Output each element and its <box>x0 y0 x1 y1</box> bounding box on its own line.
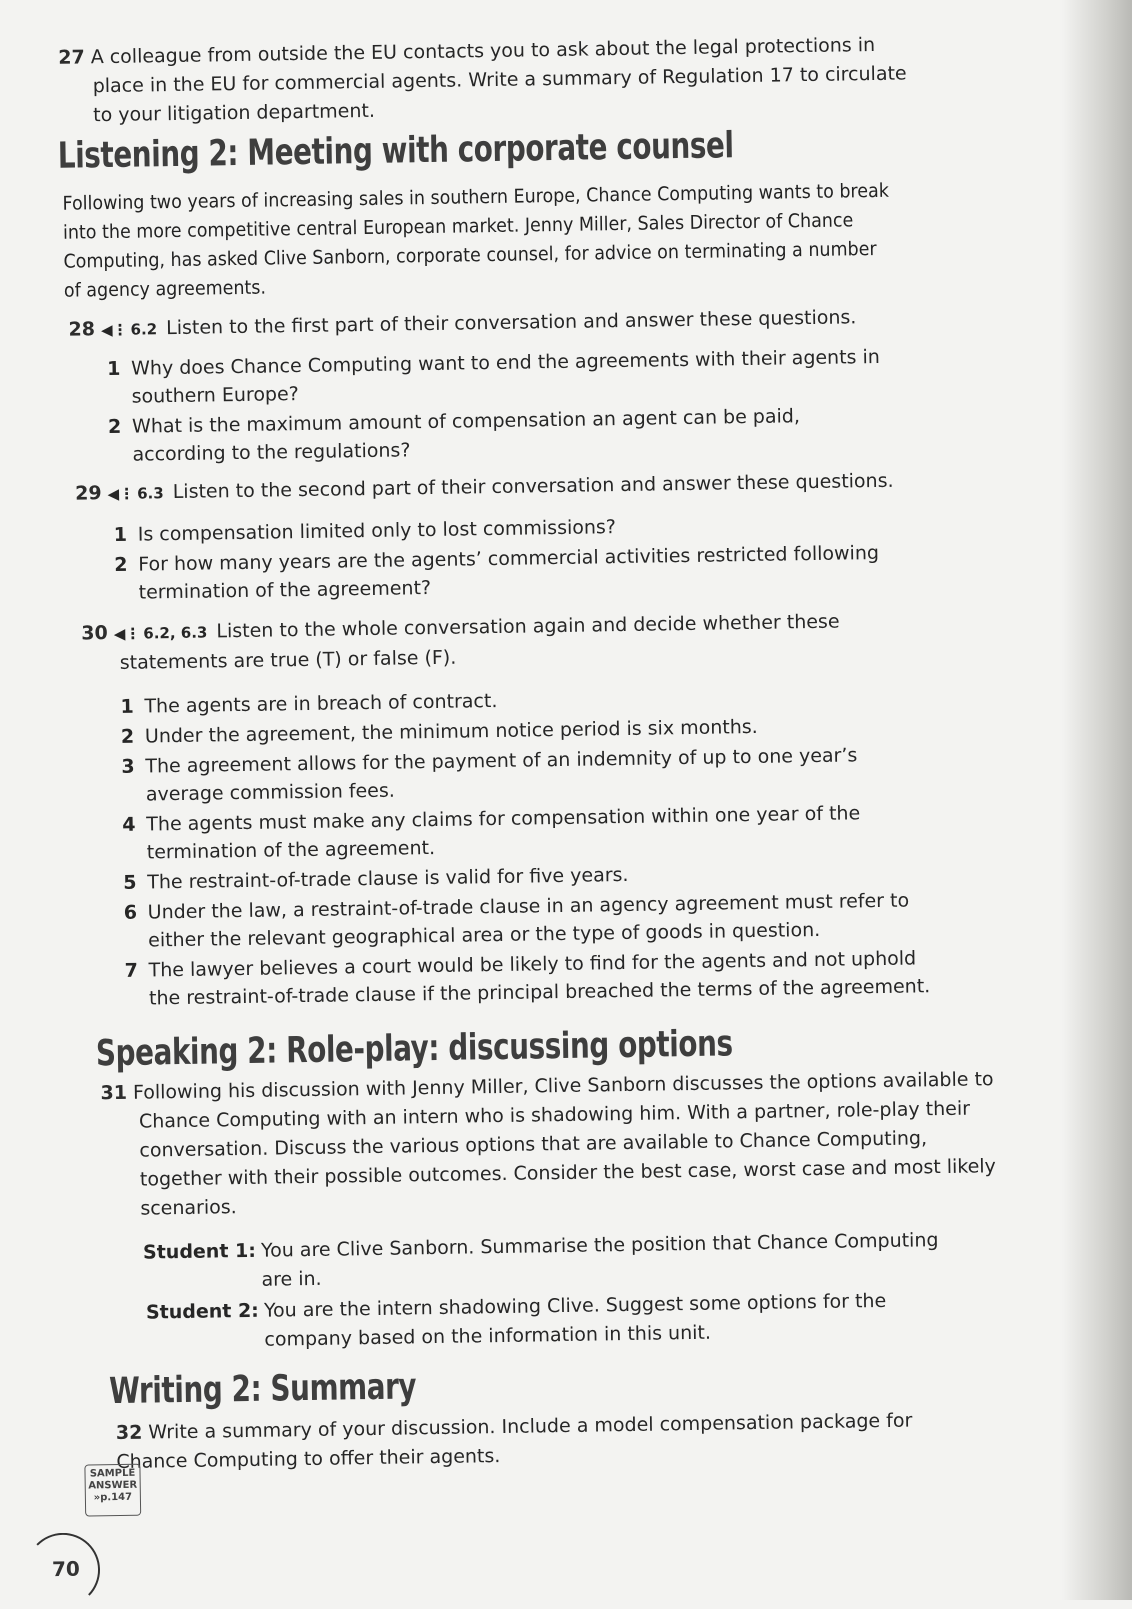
item-text: The agents must make any claims for compensation within one year of the termination of the agreement. <box>146 802 861 864</box>
item-number: 2 <box>114 553 128 576</box>
exercise-number: 27 <box>58 46 85 69</box>
item-text: Under the agreement, the minimum notice period is six months. <box>144 715 758 748</box>
audio-track: 6.2, 6.3 <box>143 623 208 643</box>
role-student-1 <box>142 1226 963 1291</box>
item-text: Under the law, a restraint-of-trade clause in an agency agreement must refer to either the relevant geographical area or the type of goods in question. <box>147 889 910 952</box>
badge-page-ref: »p.147 <box>93 1491 133 1504</box>
question-item <box>121 740 926 808</box>
audio-icon: ◀⋮ <box>100 320 128 340</box>
item-number: 1 <box>107 357 121 381</box>
exercise-31 <box>100 1065 1000 1224</box>
role-text: You are Clive Sanborn. Summarise the position that Chance Computing are in. <box>260 1229 939 1291</box>
page-number-badge <box>25 1532 100 1607</box>
audio-icon: ◀⋮ <box>107 484 135 504</box>
page-number: 70 <box>51 1556 81 1582</box>
item-text: The agents are in breach of contract. <box>144 689 498 718</box>
exercise-number: 32 <box>115 1421 143 1445</box>
exercise-text: Write a summary of your discussion. Include a model compensation package for Chance Computing to offer their agents. <box>116 1409 913 1474</box>
section-heading-listening: Listening 2: Meeting with corporate counsel <box>57 125 734 177</box>
question-item <box>123 886 928 954</box>
question-item <box>107 401 893 469</box>
audio-track: 6.3 <box>136 484 164 503</box>
exercise-number: 29 <box>74 482 102 505</box>
exercise-number: 28 <box>68 318 96 341</box>
listening-intro: Following two years of increasing sales in southern Europe, Chance Computing wants to break into the more competitive central European market. Jenny Miller, Sales Director of Chance Computing, has asked Clive Sanborn, corporate counsel, for advice on terminating a number of agency agreements. <box>62 179 890 302</box>
item-text: Why does Chance Computing want to end the agreements with their agents in southern Europe? <box>130 345 881 408</box>
item-text: The lawyer believes a court would be likely to find for the agents and not uphold the restraint-of-trade clause if the principal breached the terms of the agreement. <box>148 947 931 1010</box>
exercise-number: 31 <box>100 1081 128 1105</box>
exercise-text: Listen to the whole conversation again and decide whether these statements are true (T) or false (F). <box>119 610 840 674</box>
audio-icon: ◀⋮ <box>113 624 141 643</box>
item-text: Is compensation limited only to lost commissions? <box>137 516 617 546</box>
badge-line: SAMPLE <box>89 1467 136 1480</box>
role-label: Student 2: <box>145 1299 259 1324</box>
question-item <box>114 539 899 607</box>
item-number: 2 <box>107 415 122 439</box>
exercise-27 <box>58 30 913 130</box>
item-text: The agreement allows for the payment of an indemnity of up to one year’s average commission fees. <box>145 744 858 806</box>
question-item <box>122 798 927 866</box>
exercise-number: 30 <box>81 622 108 645</box>
exercise-text: Listen to the first part of their conversation and answer these questions. <box>165 306 857 340</box>
item-number: 6 <box>123 901 138 924</box>
section-heading-speaking: Speaking 2: Role-play: discussing options <box>95 1023 733 1075</box>
badge-line: ANSWER <box>88 1479 138 1492</box>
item-number: 1 <box>113 523 128 546</box>
item-number: 5 <box>123 871 137 894</box>
exercise-32 <box>116 1406 937 1477</box>
audio-track: 6.2 <box>130 320 158 339</box>
item-number: 3 <box>121 755 135 778</box>
question-item <box>124 944 949 1013</box>
section-heading-writing: Writing 2: Summary <box>108 1366 417 1413</box>
role-text: You are the intern shadowing Clive. Suggest some options for the company based on the information in this unit. <box>263 1289 887 1351</box>
item-number: 4 <box>122 813 136 836</box>
item-text: The restraint-of-trade clause is valid for five years. <box>147 863 629 894</box>
item-number: 1 <box>120 695 134 718</box>
exercise-29 <box>75 466 935 510</box>
item-number: 2 <box>120 725 135 748</box>
exercise-text: Following his discussion with Jenny Miller, Clive Sanborn discusses the options available to Chance Computing with an intern who is shadowing him. With a partner, role-play their conversation. Discuss the various options that are available to Chance Computing, together with their possible outcomes. Consider the best case, worst case and most likely scenarios. <box>132 1068 997 1220</box>
question-item <box>107 343 892 411</box>
role-label: Student 1: <box>142 1239 257 1264</box>
exercise-30 <box>81 607 900 679</box>
sample-answer-badge <box>84 1464 141 1517</box>
exercise-text: Listen to the second part of their conversation and answer these questions. <box>172 469 894 504</box>
exercise-text: A colleague from outside the EU contacts you to ask about the legal protections in place in the EU for commercial agents. Write a summary of Regulation 17 to circulate to your litigation department. <box>90 33 907 127</box>
item-number: 7 <box>124 959 139 982</box>
exercise-28 <box>68 302 928 346</box>
item-text: What is the maximum amount of compensation an agent can be paid, according to the regulations? <box>131 405 801 466</box>
item-text: For how many years are the agents’ commercial activities restricted following termination of the agreement? <box>138 541 880 604</box>
